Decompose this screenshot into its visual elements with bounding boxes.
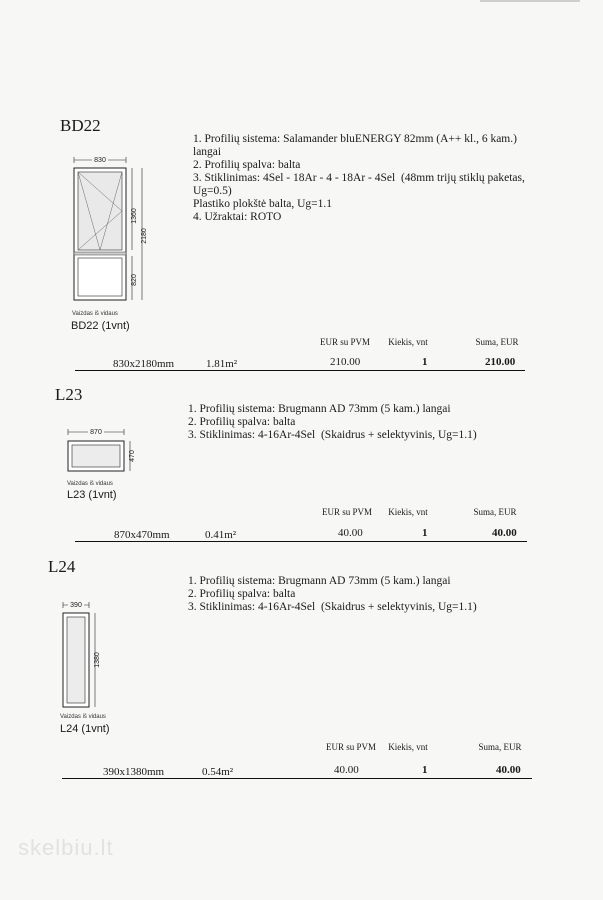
col-qty-header: Kiekis, vnt	[388, 337, 428, 347]
lower-height-dimension: 820	[131, 274, 138, 286]
col-sum-header: Suma, EUR	[478, 742, 522, 752]
spec-line: 1. Profilių sistema: Brugmann AD 73mm (5 kam.) langai	[188, 575, 451, 587]
spec-line: langai	[193, 146, 222, 158]
upper-height-dimension: 1360	[131, 208, 138, 224]
window-drawing	[55, 597, 115, 713]
window-drawing	[64, 424, 154, 480]
item-area: 1.81m²	[206, 358, 238, 370]
spec-line: 2. Profilių spalva: balta	[193, 159, 301, 171]
item-specs	[188, 403, 548, 442]
row-underline	[75, 370, 525, 371]
width-dimension: 870	[90, 429, 102, 436]
spec-line: 3. Stiklinimas: 4Sel - 18Ar - 4 - 18Ar - 4Sel (48mm trijų stiklų paketas,	[193, 172, 525, 184]
spec-line: 3. Stiklinimas: 4-16Ar-4Sel (Skaidrus + selektyvinis, Ug=1.1)	[188, 429, 477, 441]
spec-line: 1. Profilių sistema: Brugmann AD 73mm (5 kam.) langai	[188, 403, 451, 415]
spec-line: Ug=0.5)	[193, 185, 232, 197]
spec-line: Plastiko plokštė balta, Ug=1.1	[193, 198, 333, 210]
col-qty-header: Kiekis, vnt	[388, 742, 428, 752]
scan-edge-line	[480, 0, 580, 2]
door-drawing	[66, 152, 156, 308]
spec-line: 4. Užraktai: ROTO	[193, 211, 282, 223]
item-price: 40.00	[334, 764, 359, 776]
width-dimension: 390	[70, 602, 82, 609]
height-dimension: 1380	[94, 652, 101, 668]
item-code: BD22	[60, 116, 101, 135]
spec-line: 2. Profilių spalva: balta	[188, 588, 296, 600]
item-code: L24	[48, 557, 76, 576]
col-sum-header: Suma, EUR	[473, 507, 517, 517]
view-caption: Vaizdas iš vidaus	[67, 481, 113, 487]
item-specs	[188, 575, 548, 614]
item-sum: 40.00	[496, 764, 521, 776]
item-qty: 1	[422, 764, 428, 776]
item-specs	[193, 133, 553, 224]
watermark-logo: skelbiu.lt	[18, 835, 114, 860]
total-height-dimension: 2180	[141, 228, 148, 244]
drawing-label: BD22 (1vnt)	[71, 320, 130, 332]
col-sum-header: Suma, EUR	[475, 337, 519, 347]
height-dimension: 470	[129, 450, 136, 462]
item-dimensions: 390x1380mm	[103, 766, 165, 778]
col-qty-header: Kiekis, vnt	[388, 507, 428, 517]
view-caption: Vaizdas iš vidaus	[72, 311, 118, 317]
drawing-label: L24 (1vnt)	[60, 723, 110, 735]
col-price-header: EUR su PVM	[322, 507, 373, 517]
width-dimension: 830	[94, 157, 106, 164]
spec-line: 3. Stiklinimas: 4-16Ar-4Sel (Skaidrus + selektyvinis, Ug=1.1)	[188, 601, 477, 613]
item-price: 210.00	[330, 356, 361, 368]
item-qty: 1	[422, 356, 428, 368]
row-underline	[75, 541, 527, 542]
item-dimensions: 870x470mm	[114, 529, 170, 541]
spec-line: 1. Profilių sistema: Salamander bluENERGY 82mm (A++ kl., 6 kam.)	[193, 133, 517, 145]
spec-line: 2. Profilių spalva: balta	[188, 416, 296, 428]
item-qty: 1	[422, 527, 428, 539]
col-price-header: EUR su PVM	[326, 742, 377, 752]
view-caption: Vaizdas iš vidaus	[60, 714, 106, 720]
item-sum: 210.00	[485, 356, 516, 368]
item-code: L23	[55, 385, 83, 404]
col-price-header: EUR su PVM	[320, 337, 371, 347]
item-sum: 40.00	[492, 527, 517, 539]
item-area: 0.41m²	[205, 529, 237, 541]
row-underline	[62, 778, 532, 779]
item-price: 40.00	[338, 527, 363, 539]
item-dimensions: 830x2180mm	[113, 358, 175, 370]
item-area: 0.54m²	[202, 766, 234, 778]
drawing-label: L23 (1vnt)	[67, 489, 117, 501]
